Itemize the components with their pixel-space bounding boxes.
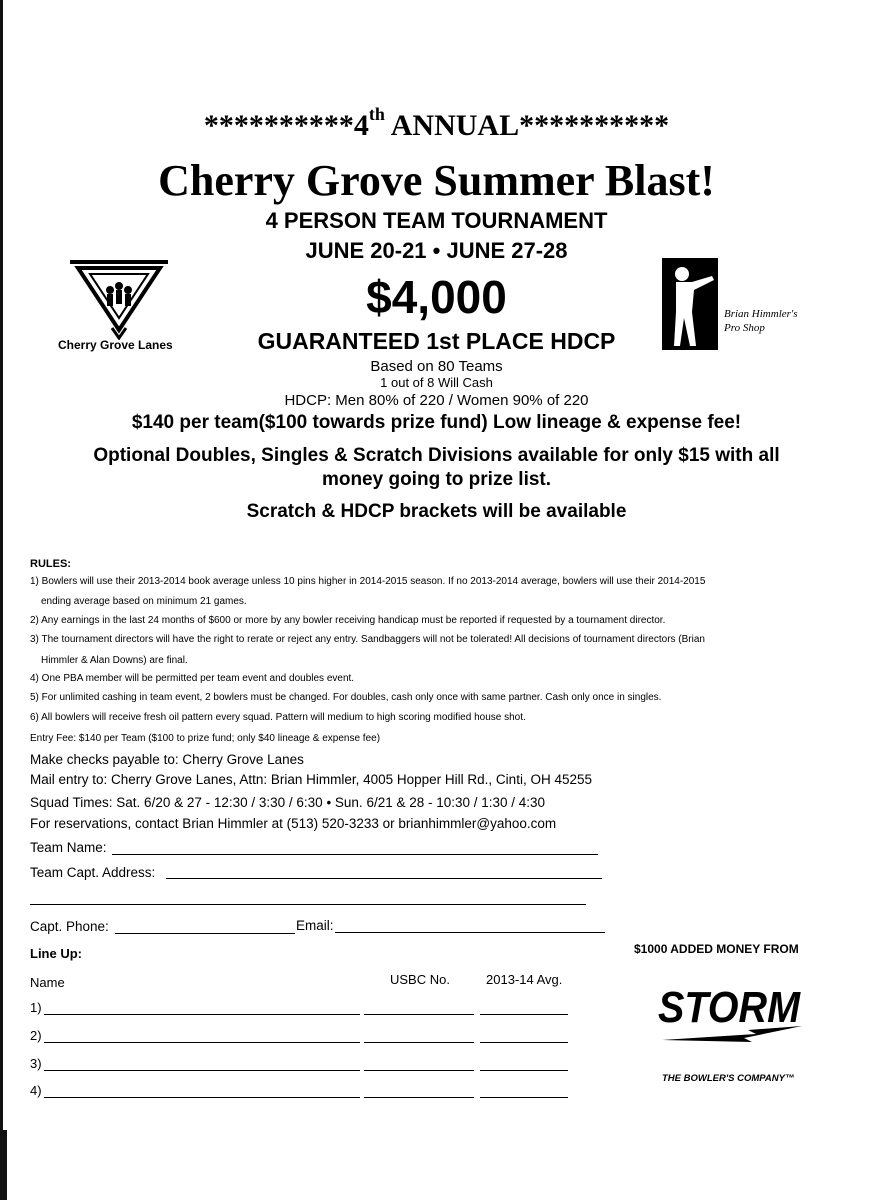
lineup-row-4-name[interactable] — [44, 1097, 360, 1098]
entry-fee-line: Entry Fee: $140 per Team ($100 to prize fund; only $40 lineage & expense fee) — [30, 733, 381, 744]
cherry-grove-logo-icon — [68, 258, 170, 340]
pro-shop-line-2: Pro Shop — [724, 322, 765, 334]
capt-phone-field[interactable] — [115, 933, 295, 934]
hdcp-line: HDCP: Men 80% of 220 / Women 90% of 220 — [284, 392, 589, 409]
lineup-row-4-avg[interactable] — [480, 1097, 568, 1098]
lineup-row-2-usbc[interactable] — [364, 1042, 474, 1043]
squad-times-line: Squad Times: Sat. 6/20 & 27 - 12:30 / 3:30 / 6:30 • Sun. 6/21 & 28 - 10:30 / 1:30 / 4:30 — [30, 795, 546, 810]
lineup-row-2-name[interactable] — [44, 1042, 360, 1043]
lineup-row-3-usbc[interactable] — [364, 1070, 474, 1071]
lineup-row-1-name[interactable] — [44, 1014, 360, 1015]
rule-1a: 1) Bowlers will use their 2013-2014 book average unless 10 pins higher in 2014-2015 season. If no 2013-2014 average, bowlers will use their 2014-2015 — [30, 576, 706, 587]
optional-line-1: Optional Doubles, Singles & Scratch Divisions available for only $15 with all — [93, 445, 780, 466]
lineup-row-2-label: 2) — [30, 1028, 42, 1043]
tournament-type: 4 PERSON TEAM TOURNAMENT — [265, 208, 608, 233]
pro-shop-line-1: Brian Himmler's — [724, 308, 798, 320]
prize-amount: $4,000 — [366, 271, 507, 323]
team-capt-address-field-2[interactable] — [30, 904, 586, 905]
team-capt-address-field[interactable] — [166, 878, 602, 879]
lineup-row-3-label: 3) — [30, 1056, 42, 1071]
rule-4: 4) One PBA member will be permitted per team event and doubles event. — [30, 673, 355, 684]
lineup-row-3-avg[interactable] — [480, 1070, 568, 1071]
reservations-line: For reservations, contact Brian Himmler at (513) 520-3233 or brianhimmler@yahoo.com — [30, 816, 557, 831]
rule-6: 6) All bowlers will receive fresh oil pattern every squad. Pattern will medium to high scoring modified house shot. — [30, 712, 526, 723]
email-label: Email: — [296, 918, 334, 933]
rule-5: 5) For unlimited cashing in team event, 2 bowlers must be changed. For doubles, cash only once with same partner. Cash only once in singles. — [30, 692, 662, 703]
optional-divisions — [0, 444, 873, 492]
email-field[interactable] — [335, 932, 605, 933]
cherry-grove-label: Cherry Grove Lanes — [58, 338, 173, 352]
rules-heading: RULES: — [30, 558, 71, 570]
rule-3a: 3) The tournament directors will have the right to rerate or reject any entry. Sandbaggers will not be tolerated! All decisions of tournament directors (Brian — [30, 634, 705, 645]
scan-edge-mark — [3, 1130, 7, 1200]
lineup-row-4-label: 4) — [30, 1083, 42, 1098]
fee-line: $140 per team($100 towards prize fund) Low lineage & expense fee! — [131, 412, 742, 433]
rule-1b: ending average based on minimum 21 games. — [41, 596, 247, 607]
bowler-silhouette-icon — [662, 258, 718, 350]
checks-line: Make checks payable to: Cherry Grove Lanes — [30, 752, 304, 767]
col-name: Name — [30, 975, 65, 990]
lineup-row-4-usbc[interactable] — [364, 1097, 474, 1098]
page-title: Cherry Grove Summer Blast! — [158, 156, 715, 205]
guaranteed-line: GUARANTEED 1st PLACE HDCP — [257, 328, 616, 354]
lineup-row-1-avg[interactable] — [480, 1014, 568, 1015]
col-usbc: USBC No. — [390, 972, 450, 987]
rule-2: 2) Any earnings in the last 24 months of $600 or more by any bowler receiving handicap must be reported if requested by a tournament director. — [30, 615, 666, 626]
mail-line: Mail entry to: Cherry Grove Lanes, Attn: Brian Himmler, 4005 Hopper Hill Rd., Cinti, OH 45255 — [30, 772, 592, 787]
brackets-line: Scratch & HDCP brackets will be available — [246, 501, 627, 522]
lineup-row-3-name[interactable] — [44, 1070, 360, 1071]
lineup-heading: Line Up: — [30, 946, 82, 961]
tournament-dates: JUNE 20-21 • JUNE 27-28 — [305, 238, 568, 263]
rule-3b: Himmler & Alan Downs) are final. — [41, 655, 188, 666]
annual-heading: **********4th ANNUAL********** — [203, 104, 670, 142]
team-name-field[interactable] — [112, 854, 598, 855]
storm-wordmark: STORM — [658, 983, 802, 1032]
optional-line-2: money going to prize list. — [321, 469, 552, 490]
capt-phone-label: Capt. Phone: — [30, 919, 109, 934]
team-capt-address-label: Team Capt. Address: — [30, 865, 156, 880]
cash-ratio-line: 1 out of 8 Will Cash — [380, 375, 493, 390]
lineup-row-1-label: 1) — [30, 1000, 42, 1015]
storm-tagline: THE BOWLER'S COMPANY™ — [662, 1073, 795, 1084]
lineup-row-2-avg[interactable] — [480, 1042, 568, 1043]
pro-shop-photo — [662, 258, 718, 350]
team-name-label: Team Name: — [30, 840, 107, 855]
added-money-line: $1000 ADDED MONEY FROM — [634, 942, 799, 956]
based-on-line: Based on 80 Teams — [370, 358, 503, 375]
col-avg: 2013-14 Avg. — [486, 972, 563, 987]
pro-shop-label — [724, 307, 798, 335]
lineup-row-1-usbc[interactable] — [364, 1014, 474, 1015]
storm-logo-icon — [656, 980, 806, 1042]
